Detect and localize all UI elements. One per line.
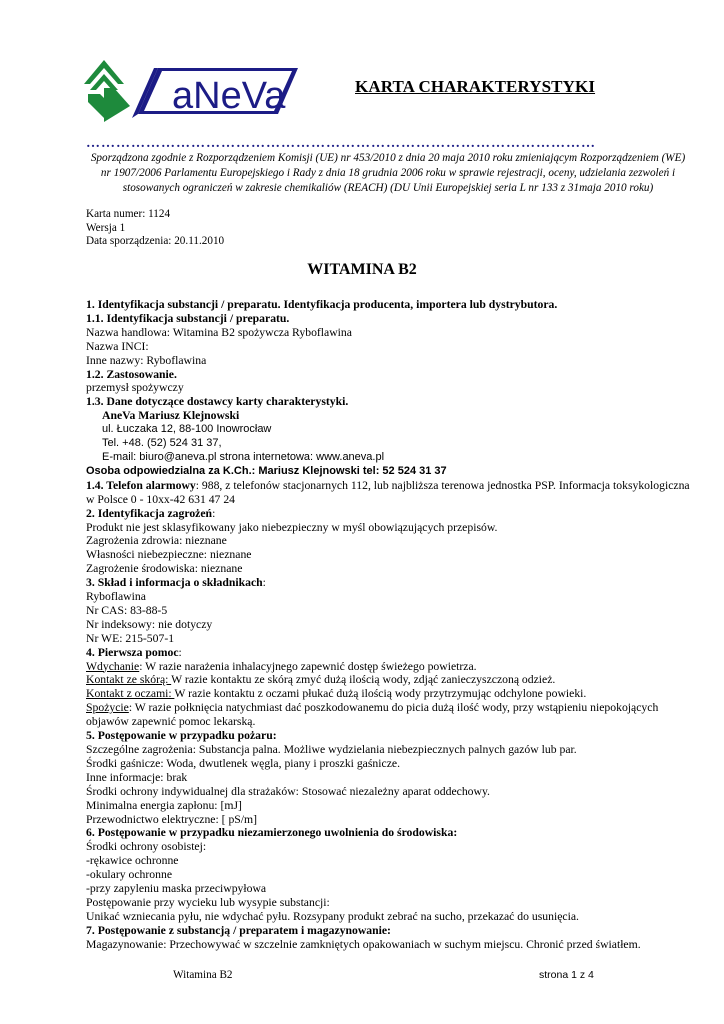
environment-hazards: Zagrożenie środowiska: nieznane bbox=[86, 562, 243, 576]
cas-number: Nr CAS: 83-88-5 bbox=[86, 603, 168, 617]
section-5-title: 5. Postępowanie w przypadku pożaru: bbox=[86, 729, 277, 743]
personal-protection: Środki ochrony osobistej: bbox=[86, 840, 207, 854]
first-aid-eyes bbox=[86, 687, 690, 701]
component-name: Ryboflawina bbox=[86, 590, 146, 604]
other-names: Inne nazwy: Ryboflawina bbox=[86, 353, 207, 367]
usage-text: przemysł spożywczy bbox=[86, 381, 184, 395]
eyes-text: W razie kontaktu z oczami płukać dużą ilością wody przytrzymując odchylone powieki. bbox=[174, 687, 587, 701]
section-3-title: 3. Skład i informacja o składnikach bbox=[86, 576, 263, 590]
section-2-colon: : bbox=[212, 506, 216, 520]
we-number: Nr WE: 215-507-1 bbox=[86, 631, 175, 645]
spill-procedure-text: Unikać wzniecania pyłu, nie wdychać pyłu. Rozsypany produkt zebrać na sucho, przekazać do usunięcia. bbox=[86, 909, 579, 923]
emergency-phone-text: : 988, z telefonów stacjonarnych 112, lub najbliższa terenowa jednostka PSP. Informacja toksykologiczna w Polsce 0 - 10xx-42 631 47 24 bbox=[86, 478, 690, 506]
emergency-phone bbox=[86, 479, 690, 507]
electrical-conductivity: Przewodnictwo elektryczne: [ pS/m] bbox=[86, 812, 258, 826]
section-4-title-line bbox=[86, 646, 690, 660]
section-4-colon: : bbox=[178, 645, 182, 659]
protective-goggles: -okulary ochronne bbox=[86, 868, 173, 882]
regulation-note: Sporządzona zgodnie z Rozporządzeniem Komisji (UE) nr 453/2010 z dnia 20 maja 2010 roku zmieniającym Rozporządzeniem (WE) nr 1907/2006 Parlamentu Europejskiego i Rady z dnia 18 grudnia 2006 roku w sprawie rejestracji, oceny, udzielania zezwoleń i stosowanych ograniczeń w zakresie chemikaliów (REACH) (DU Unii Europejskiej seria L nr 133 z 31maja 2010 roku) bbox=[90, 152, 686, 195]
logo-text: aNeVa bbox=[172, 75, 286, 117]
inci-name: Nazwa INCI: bbox=[86, 339, 149, 353]
supplier-address: ul. Łuczaka 12, 88-100 Inowrocław bbox=[102, 423, 272, 436]
section-4-title: 4. Pierwsza pomoc bbox=[86, 645, 179, 659]
firefighter-ppe: Środki ochrony indywidualnej dla strażaków: Stosować niezależny aparat oddechowy. bbox=[86, 784, 490, 798]
inhalation-label: Wdychanie bbox=[86, 659, 140, 673]
ingestion-label: Spożycie bbox=[86, 701, 129, 715]
header-divider: ………………………………………………………………………………………… bbox=[86, 137, 596, 151]
card-version: Wersja 1 bbox=[86, 221, 126, 234]
supplier-email: E-mail: biuro@aneva.pl strona internetowa: www.aneva.pl bbox=[102, 450, 385, 463]
responsible-person: Osoba odpowiedzialna za K.Ch.: Mariusz Klejnowski tel: 52 524 31 37 bbox=[86, 464, 447, 477]
first-aid-inhalation bbox=[86, 660, 690, 674]
document-body bbox=[86, 298, 690, 952]
protective-gloves: -rękawice ochronne bbox=[86, 854, 179, 868]
dust-mask: -przy zapyleniu maska przeciwpyłowa bbox=[86, 882, 267, 896]
card-meta bbox=[86, 208, 224, 249]
section-6-title: 6. Postępowanie w przypadku niezamierzonego uwolnienia do środowiska: bbox=[86, 826, 458, 840]
footer-page-number: strona 1 z 4 bbox=[539, 969, 594, 981]
section-1-2-title: 1.2. Zastosowanie. bbox=[86, 367, 177, 381]
first-aid-skin bbox=[86, 673, 690, 687]
other-information: Inne informacje: brak bbox=[86, 770, 188, 784]
section-7-title: 7. Postępowanie z substancją / preparatem i magazynowanie: bbox=[86, 923, 391, 937]
section-2-title: 2. Identyfikacja zagrożeń bbox=[86, 506, 213, 520]
section-3-colon: : bbox=[262, 576, 266, 590]
extinguishing-media: Środki gaśnicze: Woda, dwutlenek węgla, piany i proszki gaśnicze. bbox=[86, 756, 400, 770]
section-2-title-line bbox=[86, 507, 690, 521]
hazard-classification: Produkt nie jest sklasyfikowany jako niebezpieczny w myśl obowiązujących przepisów. bbox=[86, 520, 498, 534]
document-title: KARTA CHARAKTERYSTYKI bbox=[355, 77, 596, 96]
spill-procedure: Postępowanie przy wycieku lub wysypie substancji: bbox=[86, 895, 330, 909]
emergency-phone-label: 1.4. Telefon alarmowy bbox=[86, 478, 196, 492]
special-hazards: Szczególne zagrożenia: Substancja palna. Możliwe wydzielania niebezpiecznych palnych gazów lub par. bbox=[86, 743, 577, 756]
section-3-title-line bbox=[86, 576, 690, 590]
card-date: Data sporządzenia: 20.11.2010 bbox=[86, 235, 225, 248]
inhalation-text: : W razie narażenia inhalacyjnego zapewnić dostęp świeżego powietrza. bbox=[139, 659, 477, 673]
index-number: Nr indeksowy: nie dotyczy bbox=[86, 617, 213, 631]
health-hazards: Zagrożenia zdrowia: nieznane bbox=[86, 534, 227, 548]
skin-text: W razie kontaktu ze skórą zmyć dużą ilością wody, zdjąć zanieczyszczoną odzież. bbox=[171, 673, 556, 687]
first-aid-ingestion bbox=[86, 701, 690, 729]
aneva-logo bbox=[84, 58, 300, 122]
footer-product: Witamina B2 bbox=[173, 969, 233, 981]
storage-text: Magazynowanie: Przechowywać w szczelnie zamkniętych opakowaniach w suchym miejscu. Chronić przed światłem. bbox=[86, 937, 641, 951]
skin-label: Kontakt ze skórą: bbox=[86, 673, 172, 687]
section-1-title: 1. Identyfikacja substancji / preparatu. Identyfikacja producenta, importera lub dystrybutora. bbox=[86, 298, 558, 311]
section-1-3-title: 1.3. Dane dotyczące dostawcy karty charakterystyki. bbox=[86, 395, 349, 409]
eyes-label: Kontakt z oczami: bbox=[86, 687, 175, 701]
card-number: Karta numer: 1124 bbox=[86, 208, 171, 220]
supplier-phone: Tel. +48. (52) 524 31 37, bbox=[102, 437, 222, 450]
ingestion-text: : W razie połknięcia natychmiast dać poszkodowanemu do picia dużą ilość wody, przy wstąpieniu niepokojących objawów zapewnić pomoc lekarską. bbox=[86, 701, 659, 729]
section-1-1-title: 1.1. Identyfikacja substancji / preparatu. bbox=[86, 311, 290, 325]
ignition-energy: Minimalna energia zapłonu: [mJ] bbox=[86, 798, 242, 812]
dangerous-properties: Własności niebezpieczne: nieznane bbox=[86, 548, 252, 562]
product-name: WITAMINA B2 bbox=[307, 261, 417, 278]
supplier-name: AneVa Mariusz Klejnowski bbox=[102, 409, 240, 423]
trade-name: Nazwa handlowa: Witamina B2 spożywcza Ryboflawina bbox=[86, 325, 352, 339]
